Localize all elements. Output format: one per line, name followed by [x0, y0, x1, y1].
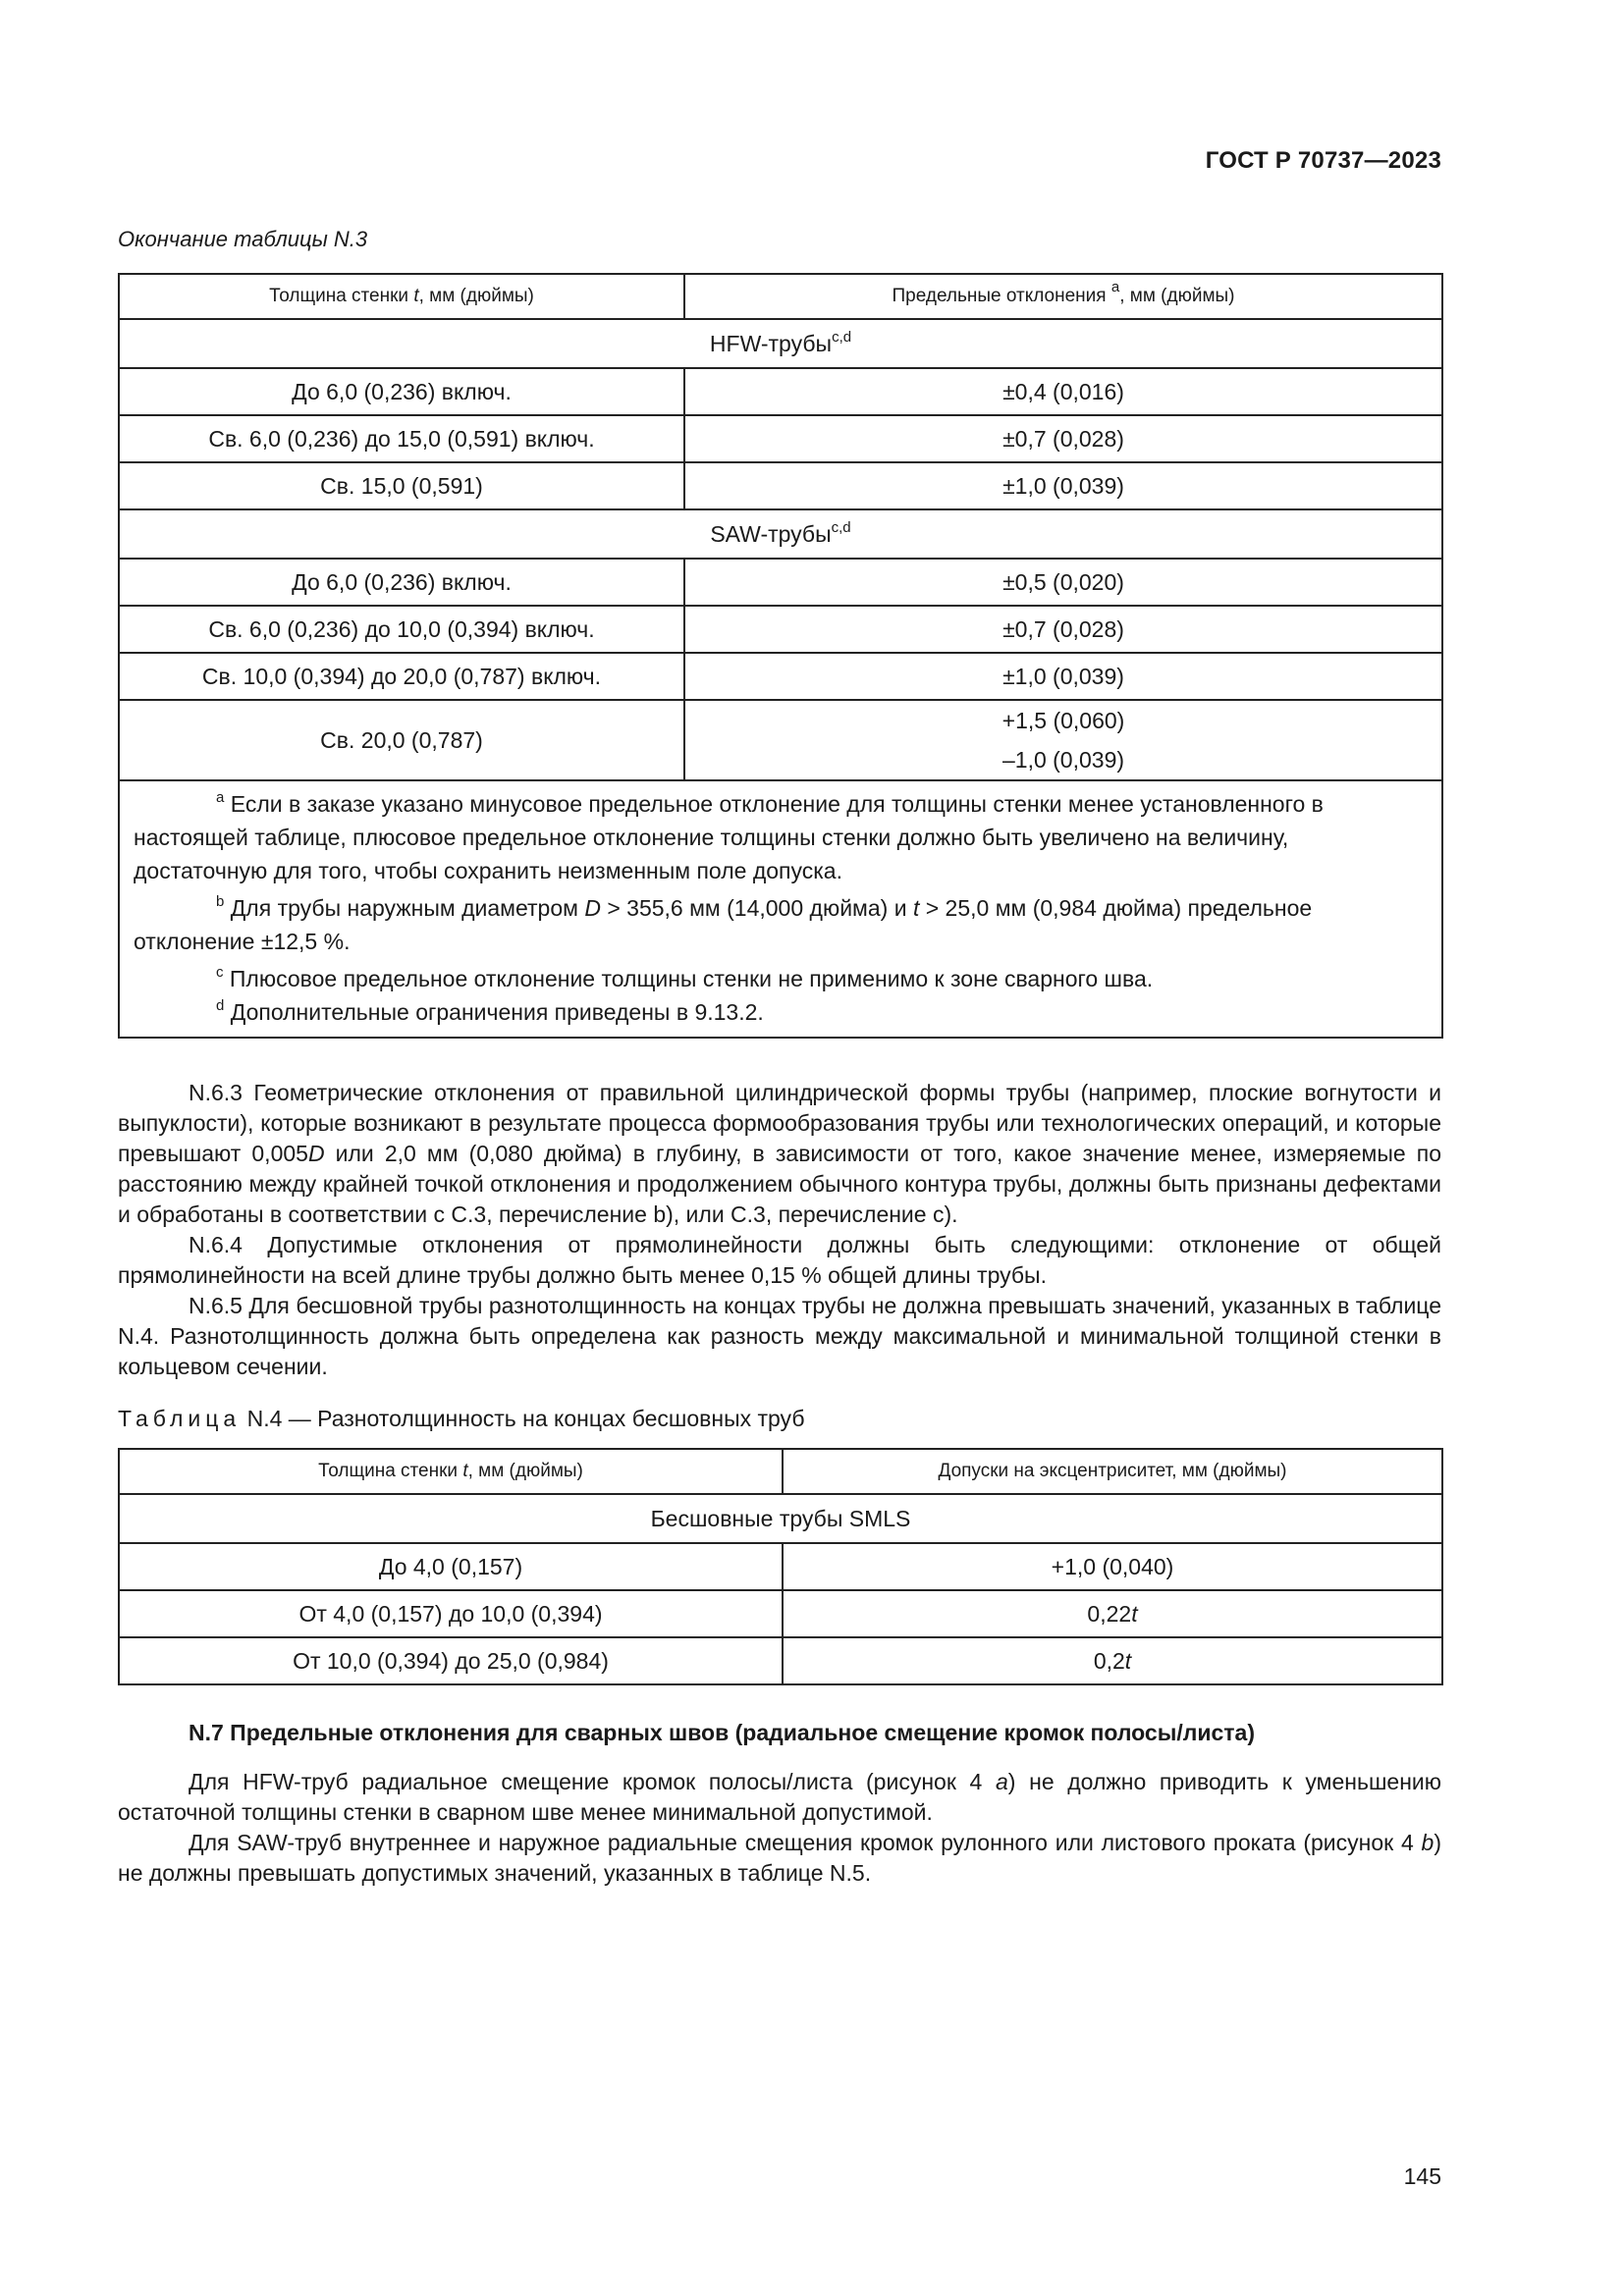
paragraph-n7-hfw: Для HFW-труб радиальное смещение кромок полосы/листа (рисунок 4 a) не должно приводить к уменьшению остаточной толщины стенки в сварном шве менее минимальной допустимой.	[118, 1769, 1442, 1825]
page-number: 145	[1403, 2163, 1441, 2189]
cell-tolerance: ±1,0 (0,039)	[684, 653, 1442, 700]
cell-tolerance	[684, 700, 1442, 780]
cell-thickness: Св. 6,0 (0,236) до 10,0 (0,394) включ.	[119, 606, 684, 653]
cell-thickness: От 10,0 (0,394) до 25,0 (0,984)	[119, 1637, 783, 1684]
footnote-c: $^c$ Плюсовое предельное отклонение толщины стенки не применимо к зоне сварного шва.	[216, 964, 1154, 991]
cell-thickness: До 6,0 (0,236) включ.	[119, 368, 684, 415]
table-header-row	[119, 1449, 1442, 1494]
paragraph-n7-saw: Для SAW-труб внутреннее и наружное радиальные смещения кромок рулонного или листового проката (рисунок 4 b) не должны превышать допустимых значений, указанных в таблице N.5.	[118, 1830, 1441, 1886]
cell-thickness: Св. 10,0 (0,394) до 20,0 (0,787) включ.	[119, 653, 684, 700]
table-row	[119, 653, 1442, 700]
table-row	[119, 368, 1442, 415]
document-id: ГОСТ Р 70737—2023	[1205, 147, 1441, 174]
group-label-smls: Бесшовные трубы SMLS	[119, 1494, 1442, 1543]
group-row	[119, 1494, 1442, 1543]
table-n3	[118, 273, 1443, 1039]
cell-thickness: Св. 6,0 (0,236) до 15,0 (0,591) включ.	[119, 415, 684, 462]
table-row	[119, 415, 1442, 462]
header-eccentricity: Допуски на эксцентриситет, мм (дюймы)	[783, 1449, 1442, 1494]
table-row	[119, 606, 1442, 653]
table-row	[119, 462, 1442, 509]
body-paragraphs	[118, 1078, 1441, 1382]
table-continuation-caption: Окончание таблицы N.3	[118, 227, 368, 251]
footnote-a: $^a$ Если в заказе указано минусовое предельное отклонение для толщины стенки менее установленного в настоящей таблице, плюсовое предельное отклонение толщины стенки должно быть увеличено на величину, достаточную для того, чтобы сохранить неизменным поле допуска.	[134, 789, 1324, 883]
paragraph-n63: N.6.3 Геометрические отклонения от правильной цилиндрической формы трубы (например, плоские вогнутости и выпуклости), которые возникают в результате процесса формообразования трубы или технологических операций, и которые превышают 0,005D или 2,0 мм (0,080 дюйма) в глубину, в зависимости от того, какое значение менее, измеряемые по расстоянию между крайней точкой отклонения и продолжением обычного контура трубы, должны быть признаны дефектами и обработаны в соответствии с С.3, перечисление b), или С.3, перечисление с).	[118, 1080, 1441, 1227]
table-row	[119, 1590, 1442, 1637]
cell-tolerance: ±0,7 (0,028)	[684, 415, 1442, 462]
table-n4-title: Таблица N.4 — Разнотолщинность на концах бесшовных труб	[118, 1406, 805, 1431]
footnote-d: $^d$ Дополнительные ограничения приведены в 9.13.2.	[216, 997, 764, 1025]
header-thickness: Толщина стенки t, мм (дюймы)	[119, 1449, 783, 1494]
group-label-saw: SAW-трубы$^{c,d}$	[119, 509, 1442, 559]
table-row	[119, 1637, 1442, 1684]
cell-eccentricity: +1,0 (0,040)	[783, 1543, 1442, 1590]
table-n4	[118, 1448, 1443, 1685]
cell-thickness: Св. 15,0 (0,591)	[119, 462, 684, 509]
cell-thickness: До 6,0 (0,236) включ.	[119, 559, 684, 606]
table-notes	[119, 780, 1442, 1038]
group-label-hfw: HFW-трубы$^{c,d}$	[119, 319, 1442, 368]
header-thickness: Толщина стенки t, мм (дюймы)	[119, 274, 684, 319]
footnote-b: $^b$ Для трубы наружным диаметром D > 355,6 мм (14,000 дюйма) и t > 25,0 мм (0,984 дюйма) предельное отклонение ±12,5 %.	[134, 893, 1313, 954]
table-row	[119, 559, 1442, 606]
paragraph-n65: N.6.5 Для бесшовной трубы разнотолщинность на концах трубы не должна превышать значений, указанных в таблице N.4. Разнотолщинность должна быть определена как разность между максимальной и минимальной толщиной стенки в кольцевом сечении.	[118, 1293, 1441, 1379]
cell-tolerance: ±0,4 (0,016)	[684, 368, 1442, 415]
tolerance-minus: –1,0 (0,039)	[1001, 747, 1125, 773]
table-header-row	[119, 274, 1442, 319]
paragraph-n64: N.6.4 Допустимые отклонения от прямолинейности должны быть следующими: отклонение от общей прямолинейности на всей длине трубы должно быть менее 0,15 % общей длины трубы.	[118, 1232, 1441, 1288]
cell-eccentricity: 0,2t	[783, 1637, 1442, 1684]
section-n7-body	[118, 1767, 1441, 1889]
cell-thickness: До 4,0 (0,157)	[119, 1543, 783, 1590]
tolerance-plus: +1,5 (0,060)	[1001, 708, 1125, 733]
table-row	[119, 1543, 1442, 1590]
section-heading-n7: N.7 Предельные отклонения для сварных швов (радиальное смещение кромок полосы/листа)	[189, 1720, 1255, 1745]
header-tolerance: Предельные отклонения $^a$, мм (дюймы)	[684, 274, 1442, 319]
cell-tolerance: ±0,5 (0,020)	[684, 559, 1442, 606]
group-row	[119, 319, 1442, 368]
group-row	[119, 509, 1442, 559]
cell-thickness: Св. 20,0 (0,787)	[119, 700, 684, 780]
cell-tolerance: ±0,7 (0,028)	[684, 606, 1442, 653]
cell-thickness: От 4,0 (0,157) до 10,0 (0,394)	[119, 1590, 783, 1637]
table-row	[119, 700, 1442, 780]
table-notes-row	[119, 780, 1442, 1038]
cell-eccentricity: 0,22t	[783, 1590, 1442, 1637]
cell-tolerance: ±1,0 (0,039)	[684, 462, 1442, 509]
